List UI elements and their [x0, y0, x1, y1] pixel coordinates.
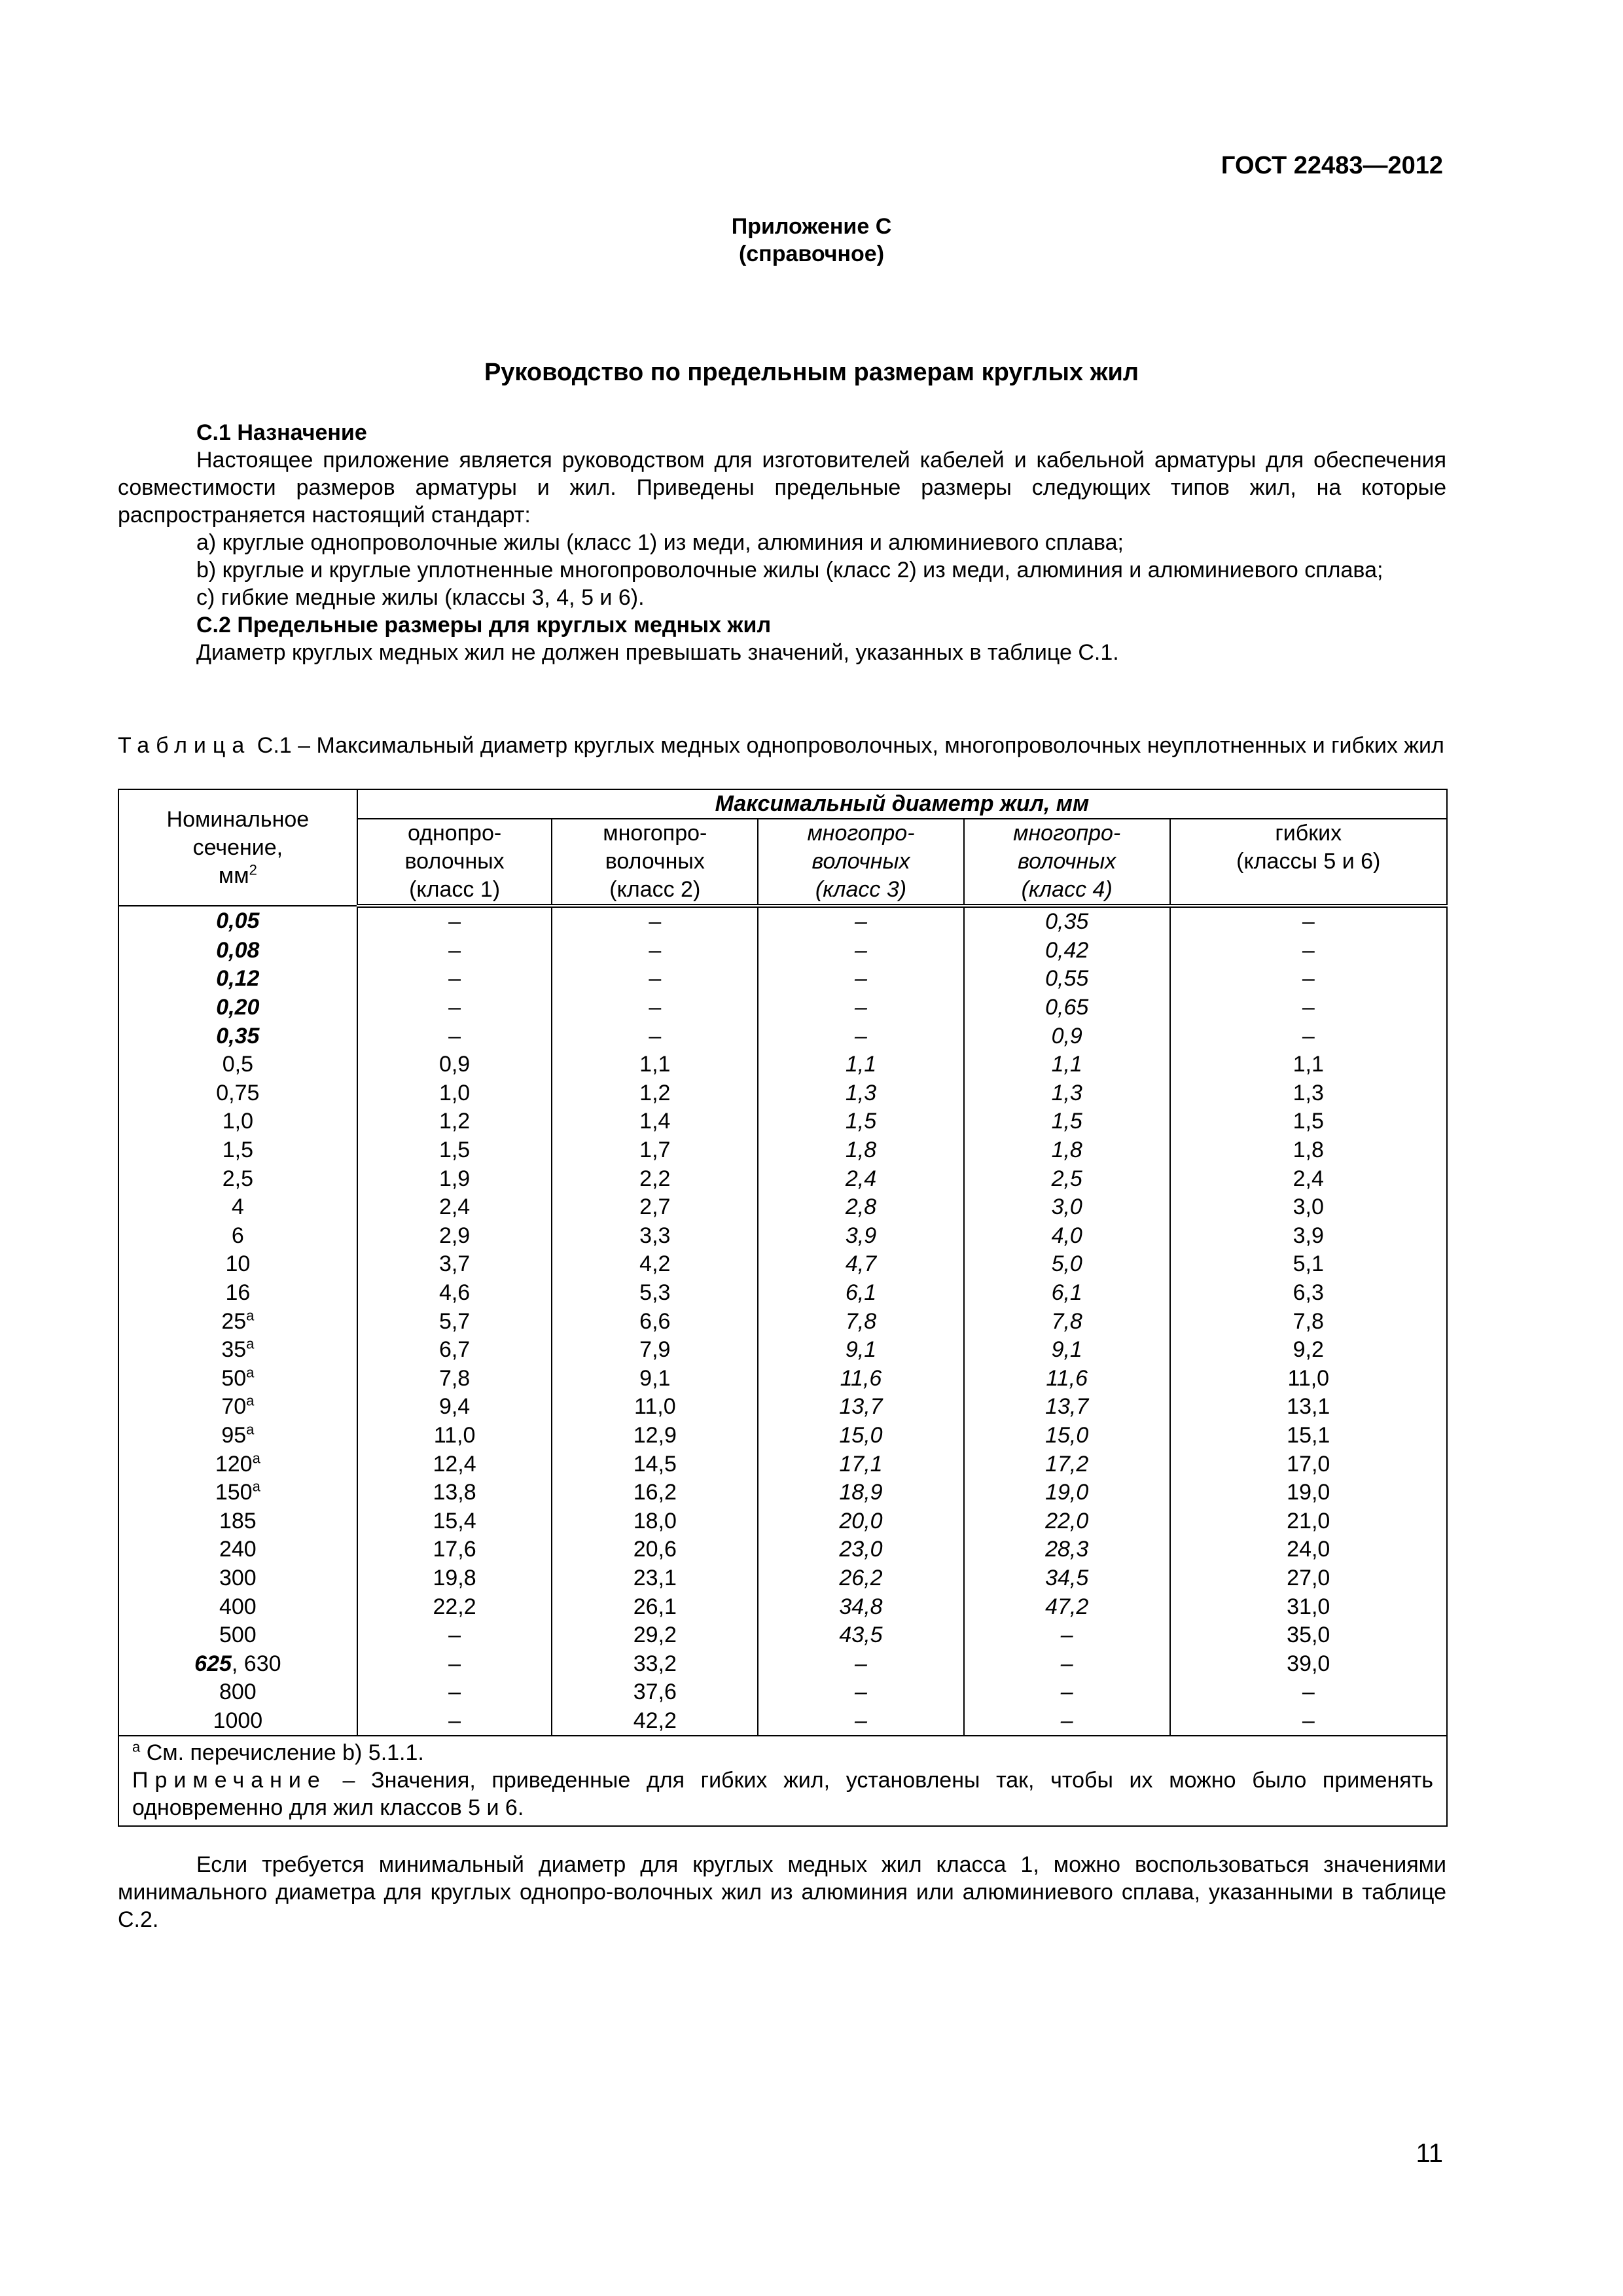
- cell-class1: 6,7: [357, 1336, 552, 1365]
- cell-class2: 16,2: [552, 1479, 758, 1507]
- cell-class3: –: [758, 937, 964, 965]
- cell-class1: 1,5: [357, 1136, 552, 1165]
- cell-class5-6: –: [1170, 994, 1447, 1022]
- cell-class4: 1,5: [964, 1107, 1170, 1136]
- cell-class2: 1,1: [552, 1050, 758, 1079]
- cell-class3: 26,2: [758, 1564, 964, 1593]
- cell-nominal-section: 0,35: [118, 1022, 357, 1050]
- header-class5-6: гибких (классы 5 и 6): [1170, 819, 1447, 906]
- cell-class5-6: 15,1: [1170, 1422, 1447, 1450]
- cell-nominal-section: 1000: [118, 1707, 357, 1736]
- cell-nominal-section: 150$^a$: [118, 1479, 357, 1507]
- table-footnotes: [118, 1736, 1447, 1826]
- table-row: [118, 1193, 1447, 1222]
- table-row: [118, 1707, 1447, 1736]
- table-row: [118, 1422, 1447, 1450]
- cell-class4: –: [964, 1678, 1170, 1707]
- cell-class5-6: 31,0: [1170, 1592, 1447, 1621]
- cell-nominal-section: 16: [118, 1279, 357, 1308]
- cell-class3: 17,1: [758, 1450, 964, 1479]
- cell-nominal-section: 0,12: [118, 965, 357, 994]
- cell-class1: 0,9: [357, 1050, 552, 1079]
- table-row: [118, 1222, 1447, 1251]
- cell-class5-6: 7,8: [1170, 1307, 1447, 1336]
- table-row: [118, 1393, 1447, 1422]
- cell-nominal-section: 400: [118, 1592, 357, 1621]
- header-class4: многопро- волочных (класс 4): [964, 819, 1170, 906]
- cell-class1: 22,2: [357, 1592, 552, 1621]
- table-row: [118, 1564, 1447, 1593]
- cell-class4: 0,65: [964, 994, 1170, 1022]
- cell-class4: 1,1: [964, 1050, 1170, 1079]
- cell-nominal-section: 2,5: [118, 1164, 357, 1193]
- cell-class5-6: –: [1170, 965, 1447, 994]
- cell-class3: 11,6: [758, 1365, 964, 1393]
- cell-nominal-section: 35$^a$: [118, 1336, 357, 1365]
- cell-class1: 3,7: [357, 1250, 552, 1279]
- cell-class5-6: 27,0: [1170, 1564, 1447, 1593]
- cell-class4: 11,6: [964, 1365, 1170, 1393]
- cell-class2: 7,9: [552, 1336, 758, 1365]
- cell-class2: 20,6: [552, 1535, 758, 1564]
- cell-nominal-section: 1,0: [118, 1107, 357, 1136]
- cell-class2: 11,0: [552, 1393, 758, 1422]
- cell-class2: 42,2: [552, 1707, 758, 1736]
- cell-class4: 0,42: [964, 937, 1170, 965]
- table-row: [118, 1307, 1447, 1336]
- cell-class5-6: 2,4: [1170, 1164, 1447, 1193]
- page-number: 11: [1416, 2139, 1443, 2168]
- cell-class1: –: [357, 1621, 552, 1650]
- cell-class1: 5,7: [357, 1307, 552, 1336]
- cell-class3: 2,8: [758, 1193, 964, 1222]
- table-row: [118, 1450, 1447, 1479]
- cell-class4: 34,5: [964, 1564, 1170, 1593]
- cell-class2: –: [552, 965, 758, 994]
- cell-class2: 1,7: [552, 1136, 758, 1165]
- cell-class2: –: [552, 994, 758, 1022]
- header-class1: однопро- волочных (класс 1): [357, 819, 552, 906]
- cell-class3: 34,8: [758, 1592, 964, 1621]
- cell-class2: 2,7: [552, 1193, 758, 1222]
- table-row: [118, 965, 1447, 994]
- cell-class3: 3,9: [758, 1222, 964, 1251]
- table-caption-text: С.1 – Максимальный диаметр круглых медных однопроволочных, многопроволочных неуплотненных и гибких жил: [251, 733, 1444, 758]
- cell-class2: 2,2: [552, 1164, 758, 1193]
- cell-class1: 11,0: [357, 1422, 552, 1450]
- cell-class5-6: 21,0: [1170, 1507, 1447, 1535]
- cell-nominal-section: 800: [118, 1678, 357, 1707]
- cell-class5-6: 1,5: [1170, 1107, 1447, 1136]
- cell-class4: 7,8: [964, 1307, 1170, 1336]
- cell-class4: 4,0: [964, 1222, 1170, 1251]
- cell-class2: 26,1: [552, 1592, 758, 1621]
- cell-class2: 37,6: [552, 1678, 758, 1707]
- cell-nominal-section: 0,75: [118, 1079, 357, 1108]
- list-item-b: b) круглые и круглые уплотненные многопроволочные жилы (класс 2) из меди, алюминия и алюминиевого сплава;: [196, 558, 1383, 583]
- cell-class2: 33,2: [552, 1649, 758, 1678]
- table-row: [118, 1365, 1447, 1393]
- page-title: Руководство по предельным размерам круглых жил: [484, 359, 1139, 386]
- cell-class4: 15,0: [964, 1422, 1170, 1450]
- cell-class5-6: 1,1: [1170, 1050, 1447, 1079]
- header-class2: многопро- волочных (класс 2): [552, 819, 758, 906]
- cell-class4: 3,0: [964, 1193, 1170, 1222]
- cell-class4: 19,0: [964, 1479, 1170, 1507]
- cell-nominal-section: 95$^a$: [118, 1422, 357, 1450]
- table-row: [118, 1107, 1447, 1136]
- cell-nominal-section: 120$^a$: [118, 1450, 357, 1479]
- cell-class1: 12,4: [357, 1450, 552, 1479]
- cell-class3: –: [758, 1707, 964, 1736]
- cell-class3: 1,1: [758, 1050, 964, 1079]
- cell-class1: –: [357, 1678, 552, 1707]
- cell-class3: 4,7: [758, 1250, 964, 1279]
- section-c2-heading: С.2 Предельные размеры для круглых медных жил: [196, 613, 772, 637]
- cell-class5-6: 5,1: [1170, 1250, 1447, 1279]
- table-row: [118, 1050, 1447, 1079]
- cell-class5-6: 17,0: [1170, 1450, 1447, 1479]
- table-row: [118, 1678, 1447, 1707]
- cell-class2: –: [552, 906, 758, 937]
- cell-class5-6: 3,9: [1170, 1222, 1447, 1251]
- table-row: [118, 1649, 1447, 1678]
- annex-status: (справочное): [738, 242, 885, 266]
- section-c2-paragraph: Диаметр круглых медных жил не должен превышать значений, указанных в таблице С.1.: [196, 640, 1119, 665]
- cell-class3: –: [758, 1022, 964, 1050]
- cell-class1: 13,8: [357, 1479, 552, 1507]
- cell-class2: 6,6: [552, 1307, 758, 1336]
- header-group-max-diameter: Максимальный диаметр жил, мм: [357, 789, 1447, 819]
- cell-nominal-section: 4: [118, 1193, 357, 1222]
- cell-class3: 13,7: [758, 1393, 964, 1422]
- cell-class2: 9,1: [552, 1365, 758, 1393]
- table-row: [118, 1592, 1447, 1621]
- table-row: [118, 1164, 1447, 1193]
- cell-class4: 5,0: [964, 1250, 1170, 1279]
- cell-class5-6: 24,0: [1170, 1535, 1447, 1564]
- cell-class4: –: [964, 1621, 1170, 1650]
- header-nominal-line2: сечение,: [192, 834, 283, 860]
- cell-class3: 23,0: [758, 1535, 964, 1564]
- table-row: [118, 1079, 1447, 1108]
- cell-class2: 18,0: [552, 1507, 758, 1535]
- cell-nominal-section: 0,20: [118, 994, 357, 1022]
- section-c1-heading: С.1 Назначение: [196, 420, 367, 445]
- cell-class1: 2,4: [357, 1193, 552, 1222]
- cell-class1: 19,8: [357, 1564, 552, 1593]
- cell-class3: –: [758, 1649, 964, 1678]
- table-caption: [118, 732, 1446, 759]
- table-body: [118, 906, 1447, 1736]
- cell-nominal-section: 70$^a$: [118, 1393, 357, 1422]
- cell-class3: 6,1: [758, 1279, 964, 1308]
- header-nominal-unit: $мм^2$: [218, 861, 257, 888]
- cell-class2: 14,5: [552, 1450, 758, 1479]
- cell-nominal-section: 25$^a$: [118, 1307, 357, 1336]
- cell-class1: –: [357, 965, 552, 994]
- cell-nominal-section: 625, 630: [118, 1649, 357, 1678]
- cell-class1: 7,8: [357, 1365, 552, 1393]
- cell-class4: 47,2: [964, 1592, 1170, 1621]
- cell-class2: 1,4: [552, 1107, 758, 1136]
- cell-class1: 9,4: [357, 1393, 552, 1422]
- cell-class2: 12,9: [552, 1422, 758, 1450]
- cell-class1: 4,6: [357, 1279, 552, 1308]
- cell-class2: –: [552, 937, 758, 965]
- cell-class2: 5,3: [552, 1279, 758, 1308]
- cell-class3: 2,4: [758, 1164, 964, 1193]
- table-row: [118, 1250, 1447, 1279]
- cell-class3: –: [758, 965, 964, 994]
- cell-class5-6: 13,1: [1170, 1393, 1447, 1422]
- cell-class4: –: [964, 1649, 1170, 1678]
- table-row: [118, 906, 1447, 937]
- cell-class3: –: [758, 994, 964, 1022]
- cell-class3: 7,8: [758, 1307, 964, 1336]
- cell-class1: 1,9: [357, 1164, 552, 1193]
- after-table-paragraph: Если требуется минимальный диаметр для круглых медных жил класса 1, можно воспользоваться значениями минимального диаметра для круглых однопро-волочных жил из алюминия или алюминиевого сплава, указанными в таблице С.2.: [118, 1852, 1446, 1932]
- cell-class5-6: 39,0: [1170, 1649, 1447, 1678]
- standard-code: ГОСТ 22483—2012: [1221, 152, 1443, 179]
- cell-class3: 18,9: [758, 1479, 964, 1507]
- cell-nominal-section: 500: [118, 1621, 357, 1650]
- cell-class5-6: 11,0: [1170, 1365, 1447, 1393]
- cell-class5-6: –: [1170, 1678, 1447, 1707]
- cell-nominal-section: 50$^a$: [118, 1365, 357, 1393]
- cell-class1: 15,4: [357, 1507, 552, 1535]
- cell-nominal-section: 240: [118, 1535, 357, 1564]
- list-item-c: c) гибкие медные жилы (классы 3, 4, 5 и 6).: [196, 585, 645, 610]
- cell-class1: –: [357, 1022, 552, 1050]
- cell-class4: 0,9: [964, 1022, 1170, 1050]
- table-caption-label: Таблица: [118, 733, 251, 758]
- annex-label: Приложение С: [731, 214, 892, 239]
- cell-class4: 2,5: [964, 1164, 1170, 1193]
- cell-class4: 6,1: [964, 1279, 1170, 1308]
- cell-class3: 1,5: [758, 1107, 964, 1136]
- annex-heading: [0, 213, 1623, 268]
- table-row: [118, 1022, 1447, 1050]
- header-class3: многопро- волочных (класс 3): [758, 819, 964, 906]
- diameter-table: [118, 789, 1448, 1827]
- cell-class4: 0,55: [964, 965, 1170, 994]
- cell-class4: –: [964, 1707, 1170, 1736]
- cell-class5-6: 1,3: [1170, 1079, 1447, 1108]
- cell-class1: –: [357, 906, 552, 937]
- header-nominal-section: [118, 789, 357, 906]
- cell-class3: 1,3: [758, 1079, 964, 1108]
- cell-class5-6: 19,0: [1170, 1479, 1447, 1507]
- body-text: [118, 419, 1446, 666]
- cell-class2: 1,2: [552, 1079, 758, 1108]
- cell-class5-6: 9,2: [1170, 1336, 1447, 1365]
- cell-class5-6: 3,0: [1170, 1193, 1447, 1222]
- cell-class1: –: [357, 1707, 552, 1736]
- cell-nominal-section: 0,05: [118, 906, 357, 937]
- footnote: $^a$ См. перечисление b) 5.1.1.: [132, 1738, 424, 1766]
- cell-class2: –: [552, 1022, 758, 1050]
- cell-nominal-section: 1,5: [118, 1136, 357, 1165]
- table-row: [118, 1136, 1447, 1165]
- cell-class3: 9,1: [758, 1336, 964, 1365]
- table-row: [118, 1279, 1447, 1308]
- cell-class1: –: [357, 994, 552, 1022]
- cell-class1: 1,2: [357, 1107, 552, 1136]
- cell-nominal-section: 0,5: [118, 1050, 357, 1079]
- cell-class4: 22,0: [964, 1507, 1170, 1535]
- cell-class3: –: [758, 906, 964, 937]
- table-note: Примечание – Значения, приведенные для гибких жил, установлены так, чтобы их можно было применять одновременно для жил классов 5 и 6.: [132, 1768, 1433, 1821]
- cell-class5-6: 35,0: [1170, 1621, 1447, 1650]
- cell-class1: 1,0: [357, 1079, 552, 1108]
- table-row: [118, 1535, 1447, 1564]
- cell-class5-6: 6,3: [1170, 1279, 1447, 1308]
- cell-class5-6: –: [1170, 1707, 1447, 1736]
- cell-class1: –: [357, 1649, 552, 1678]
- cell-class3: 43,5: [758, 1621, 964, 1650]
- cell-class4: 17,2: [964, 1450, 1170, 1479]
- cell-class5-6: –: [1170, 937, 1447, 965]
- cell-class2: 29,2: [552, 1621, 758, 1650]
- cell-nominal-section: 10: [118, 1250, 357, 1279]
- cell-class4: 1,8: [964, 1136, 1170, 1165]
- cell-class1: –: [357, 937, 552, 965]
- cell-class3: 20,0: [758, 1507, 964, 1535]
- cell-class3: 1,8: [758, 1136, 964, 1165]
- header-nominal-line1: Номинальное: [166, 806, 310, 832]
- table-row: [118, 937, 1447, 965]
- table-row: [118, 1479, 1447, 1507]
- cell-nominal-section: 0,08: [118, 937, 357, 965]
- cell-class4: 28,3: [964, 1535, 1170, 1564]
- list-item-a: a) круглые однопроволочные жилы (класс 1) из меди, алюминия и алюминиевого сплава;: [196, 530, 1124, 555]
- cell-class1: 17,6: [357, 1535, 552, 1564]
- table-row: [118, 994, 1447, 1022]
- cell-class5-6: –: [1170, 1022, 1447, 1050]
- cell-class2: 4,2: [552, 1250, 758, 1279]
- table-row: [118, 1507, 1447, 1535]
- cell-class4: 13,7: [964, 1393, 1170, 1422]
- cell-class3: 15,0: [758, 1422, 964, 1450]
- section-c1-paragraph: Настоящее приложение является руководством для изготовителей кабелей и кабельной арматуры для обеспечения совместимости размеров арматуры и жил. Приведены предельные размеры следующих типов жил, на которые распространяется настоящий стандарт:: [118, 448, 1446, 528]
- cell-class4: 9,1: [964, 1336, 1170, 1365]
- cell-nominal-section: 185: [118, 1507, 357, 1535]
- table-row: [118, 1336, 1447, 1365]
- cell-class4: 1,3: [964, 1079, 1170, 1108]
- cell-class2: 3,3: [552, 1222, 758, 1251]
- cell-nominal-section: 300: [118, 1564, 357, 1593]
- cell-class5-6: 1,8: [1170, 1136, 1447, 1165]
- cell-class4: 0,35: [964, 906, 1170, 937]
- cell-class3: –: [758, 1678, 964, 1707]
- cell-class2: 23,1: [552, 1564, 758, 1593]
- table-row: [118, 1621, 1447, 1650]
- cell-class5-6: –: [1170, 906, 1447, 937]
- cell-class1: 2,9: [357, 1222, 552, 1251]
- cell-nominal-section: 6: [118, 1222, 357, 1251]
